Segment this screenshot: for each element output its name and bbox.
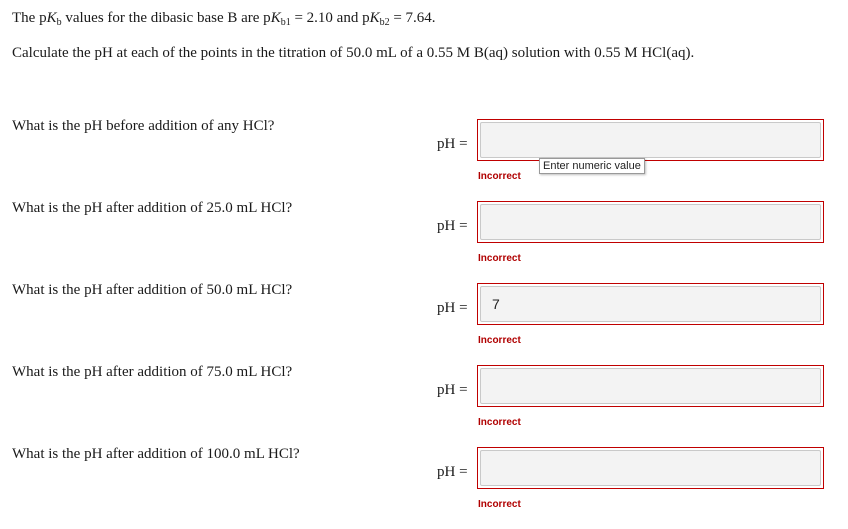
status-incorrect: Incorrect [478,417,521,428]
ph-input[interactable] [480,122,821,158]
ph-input[interactable] [480,450,821,486]
problem-statement-titration: Calculate the pH at each of the points in the titration of 50.0 mL of a 0.55 M B(aq) solution with 0.55 M HCl(aq). [12,45,695,61]
ph-label: pH = [437,218,468,234]
question-prompt: What is the pH before addition of any HCl? [12,118,275,134]
answer-box [477,365,824,407]
answer-box [477,447,824,489]
question-prompt: What is the pH after addition of 75.0 mL HCl? [12,364,293,380]
answer-box [477,283,824,325]
answer-box [477,201,824,243]
problem-statement-kb: The $pK_b$ values for the dibasic base B are $pK_{b1} = 2.10$ and $pK_{b2} = 7.64$. [12,10,436,28]
question-prompt: What is the pH after addition of 100.0 mL HCl? [12,446,300,462]
ph-input[interactable] [480,204,821,240]
ph-input[interactable] [480,286,821,322]
question-prompt: What is the pH after addition of 25.0 mL HCl? [12,200,293,216]
status-incorrect: Incorrect [478,171,521,182]
status-incorrect: Incorrect [478,499,521,510]
ph-label: pH = [437,300,468,316]
status-incorrect: Incorrect [478,253,521,264]
ph-label: pH = [437,136,468,152]
answer-box [477,119,824,161]
ph-label: pH = [437,382,468,398]
question-prompt: What is the pH after addition of 50.0 mL HCl? [12,282,293,298]
ph-input[interactable] [480,368,821,404]
status-incorrect: Incorrect [478,335,521,346]
ph-label: pH = [437,464,468,480]
input-tooltip: Enter numeric value [539,158,645,174]
